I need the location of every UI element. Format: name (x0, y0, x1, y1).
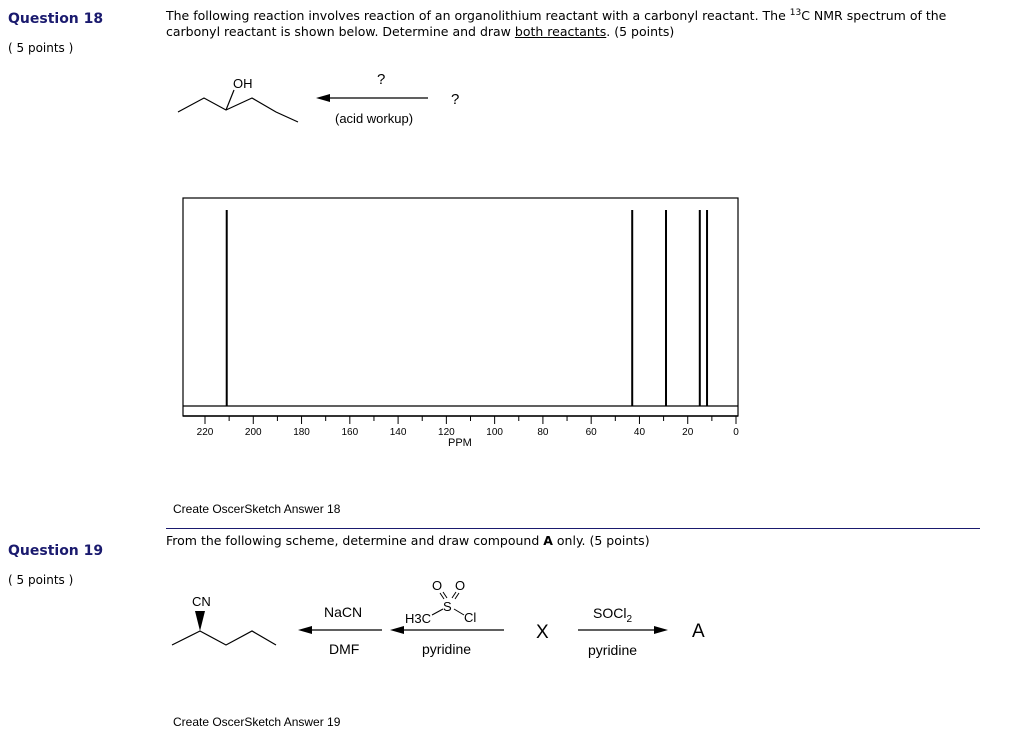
q19-step3-below: pyridine (588, 642, 638, 658)
q19-reagent2-o1: O (432, 578, 443, 593)
q18-underline: both reactants (514, 24, 607, 40)
q18-reagent-below: (acid workup) (335, 111, 414, 126)
nmr-tick-label: 140 (389, 427, 407, 438)
answer-18-link[interactable]: Create OscerSketch Answer 18 (173, 502, 341, 516)
q18-text-part1: The following reaction involves reaction of an organolithium reactant with a carbonyl reactant. The (166, 8, 790, 24)
q18-oh-label: OH (233, 76, 253, 91)
question-18-title: Question 18 (8, 11, 104, 27)
question-19-points: ( 5 points ) (8, 573, 74, 587)
q19-wedge-bond (195, 611, 205, 631)
question-18-points: ( 5 points ) (8, 41, 74, 55)
nmr-axis-label: PPM (448, 437, 472, 449)
q18-reagent-above: ? (377, 71, 386, 88)
q19-reagent2-s: S (443, 599, 452, 614)
q19-start-a: A (692, 621, 705, 642)
q19-arrow1-head (298, 626, 312, 634)
q18-arrowhead (316, 94, 330, 102)
q19-step3-above: SOCl$_2$ (593, 605, 633, 625)
q19-so-bond2b (455, 593, 459, 599)
q19-step2-below: pyridine (422, 641, 472, 657)
q19-c-s-bond (432, 609, 443, 615)
nmr-tick-label: 220 (196, 427, 214, 438)
nmr-tick-label: 100 (486, 427, 503, 438)
section-divider (166, 528, 980, 529)
nmr-tick-label: 160 (341, 427, 359, 438)
answer-19-link[interactable]: Create OscerSketch Answer 19 (173, 715, 341, 729)
nmr-tick-label: 80 (537, 427, 549, 438)
question-18-text (166, 5, 986, 40)
q19-intermediate: X (536, 622, 549, 643)
q19-bold: A (543, 533, 553, 548)
q19-s-cl-bond (454, 609, 464, 615)
nmr-frame (183, 198, 738, 416)
q19-product-skeleton (172, 631, 276, 645)
question-19-text (166, 533, 986, 549)
nmr-tick-label: 200 (244, 427, 262, 438)
nmr-tick-label: 180 (293, 427, 310, 438)
q19-text-part1: From the following scheme, determine and draw compound (166, 533, 544, 548)
nmr-tick-label: 40 (633, 427, 646, 438)
q18-scheme (160, 60, 500, 140)
question-19-title: Question 19 (8, 543, 104, 559)
nmr-spectrum (176, 192, 756, 460)
q19-step1-above: NaCN (324, 604, 363, 620)
nmr-tick-label: 60 (585, 427, 597, 438)
q19-so-bond1a (440, 593, 444, 599)
q18-text-part3: . (5 points) (606, 24, 675, 40)
q18-product-skeleton (178, 98, 298, 122)
q19-scheme (160, 575, 730, 675)
nmr-tick-label: 0 (733, 427, 739, 438)
nmr-tick-label: 120 (438, 427, 455, 438)
q19-step1-below: DMF (329, 641, 360, 657)
q19-arrow2-head (390, 626, 404, 634)
q19-reagent2-o2: O (455, 578, 466, 593)
q18-text-part2: C NMR spectrum of the carbonyl reactant is shown below. Determine and draw (166, 8, 947, 40)
q19-reagent2-h3c: H3C (405, 611, 432, 626)
q18-reactant: ? (451, 91, 460, 108)
q19-cn-label: CN (192, 594, 211, 609)
q19-so-bond1b (443, 592, 447, 598)
q19-reagent2-cl: Cl (464, 610, 477, 625)
nmr-tick-label: 20 (682, 427, 694, 438)
q18-sup: 13 (789, 8, 802, 18)
q19-arrow3-head (654, 626, 668, 634)
q19-text-part2: only. (5 points) (552, 533, 650, 548)
